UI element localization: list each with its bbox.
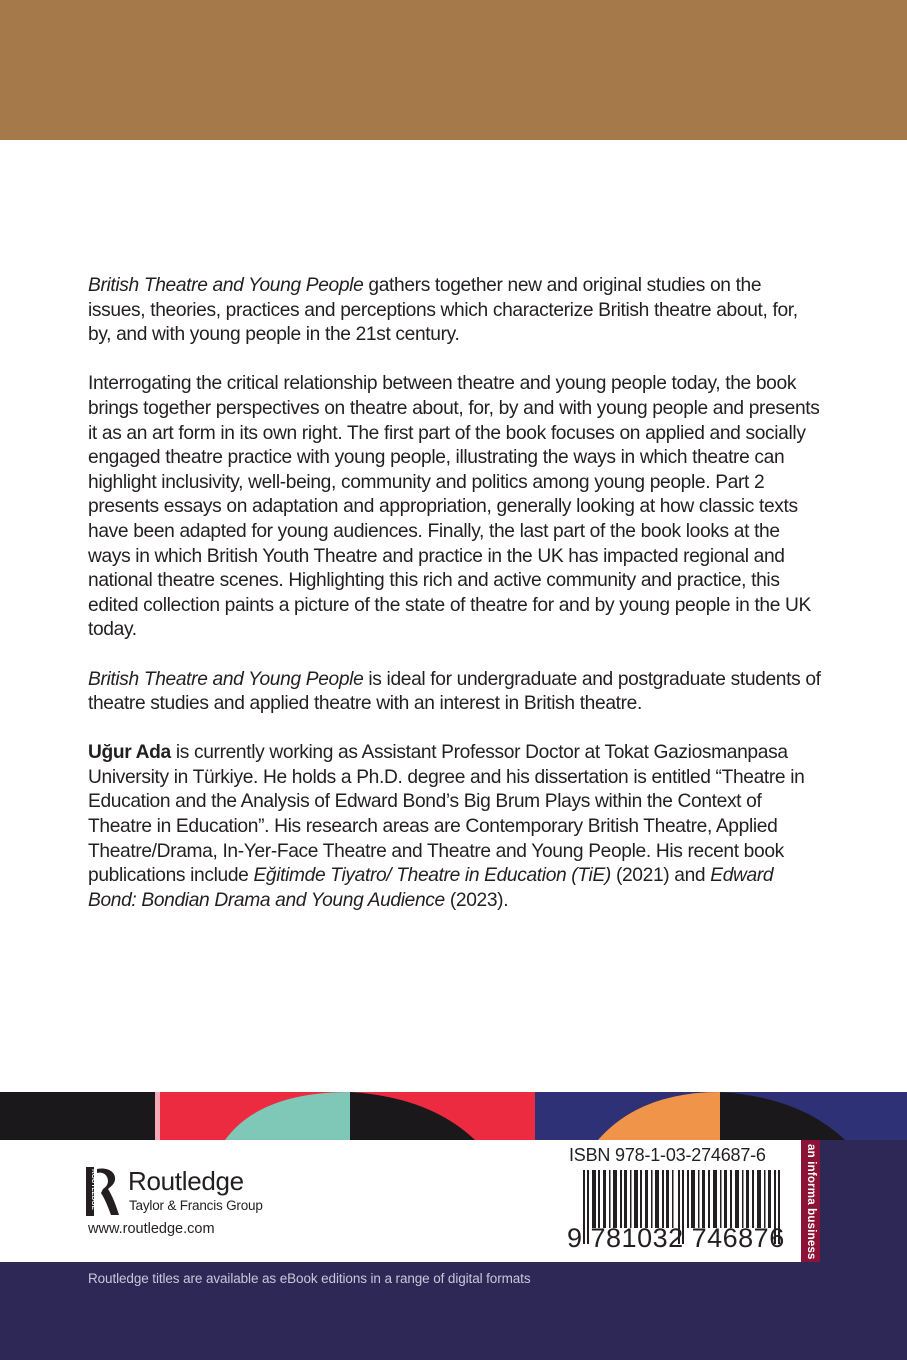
book-title-italic: British Theatre and Young People — [88, 668, 364, 690]
routledge-r-icon — [86, 1167, 120, 1216]
blurb-paragraph-3: British Theatre and Young People is ideal for undergraduate and postgraduate students of theatre studies and applied theatre with an interest in British theatre. — [88, 668, 821, 715]
book-title-italic: British Theatre and Young People — [88, 275, 364, 296]
right-navy-panel — [820, 1140, 907, 1262]
book-title-italic: Eğitimde Tiyatro/ Theatre in Education (TiE) — [253, 865, 611, 887]
publisher-group: Taylor & Francis Group — [129, 1198, 263, 1213]
geometric-pattern-icon — [0, 1092, 907, 1140]
svg-text:ROUTLEDGE: ROUTLEDGE — [90, 1169, 97, 1210]
book-title-italic: Edward Bond: Bondian Drama and Young Audience — [88, 865, 774, 911]
informa-text: an informa business — [804, 1144, 817, 1260]
informa-tag — [801, 1140, 820, 1262]
publisher-url[interactable]: www.routledge.com — [88, 1221, 215, 1237]
back-cover-blurb — [88, 274, 823, 938]
blurb-paragraph-2: Interrogating the critical relationship between theatre and young people today, the book brings together perspectives on theatre about, for, by and with young people and presents it as an art form in its own right. The first part of the book focuses on applied and socially engaged theatre practice with young people, illustrating the ways in which theatre can highlight inclusivity, well-being, community and politics among young people. Part 2 presents essays on adaptation and appropriation, generally looking at how classic texts have been adapted for young audiences. Finally, the last part of the book looks at the ways in which British Youth Theatre and practice in the UK has impacted regional and national theatre scenes. Highlighting this rich and active community and practice, this edited collection paints a picture of the state of theatre for and by young people in the UK today. — [88, 373, 820, 641]
ebook-availability-note: Routledge titles are available as eBook editions in a range of digital formats — [88, 1271, 531, 1286]
isbn-label: ISBN 978-1-03-274687-6 — [569, 1145, 766, 1165]
publisher-name: Routledge — [128, 1166, 244, 1196]
blurb-paragraph-1: British Theatre and Young People gathers together new and original studies on the issues, theories, practices and perceptions which characterize British theatre about, for, by, and with young people in the 21st century. — [88, 275, 798, 346]
decorative-graphic-strip — [0, 1092, 907, 1140]
barcode-digits: 9 781032 746876 — [567, 1223, 785, 1253]
author-name: Uğur Ada — [88, 742, 171, 764]
top-color-band — [0, 0, 907, 140]
author-bio: Uğur Ada is currently working as Assistant Professor Doctor at Tokat Gaziosmanpasa University in Türkiye. He holds a Ph.D. degree and his dissertation is entitled “Theatre in Education and the Analysis of Edward Bond’s Big Brum Plays within the Context of Theatre in Education”. His research areas are Contemporary British Theatre, Applied Theatre/Drama, In-Yer-Face Theatre and Theatre and Young People. His recent book publications include Eğitimde Tiyatro/ Theatre in Education (TiE) (2021) and Edward Bond: Bondian Drama and Young Audience (2023). — [88, 742, 805, 911]
